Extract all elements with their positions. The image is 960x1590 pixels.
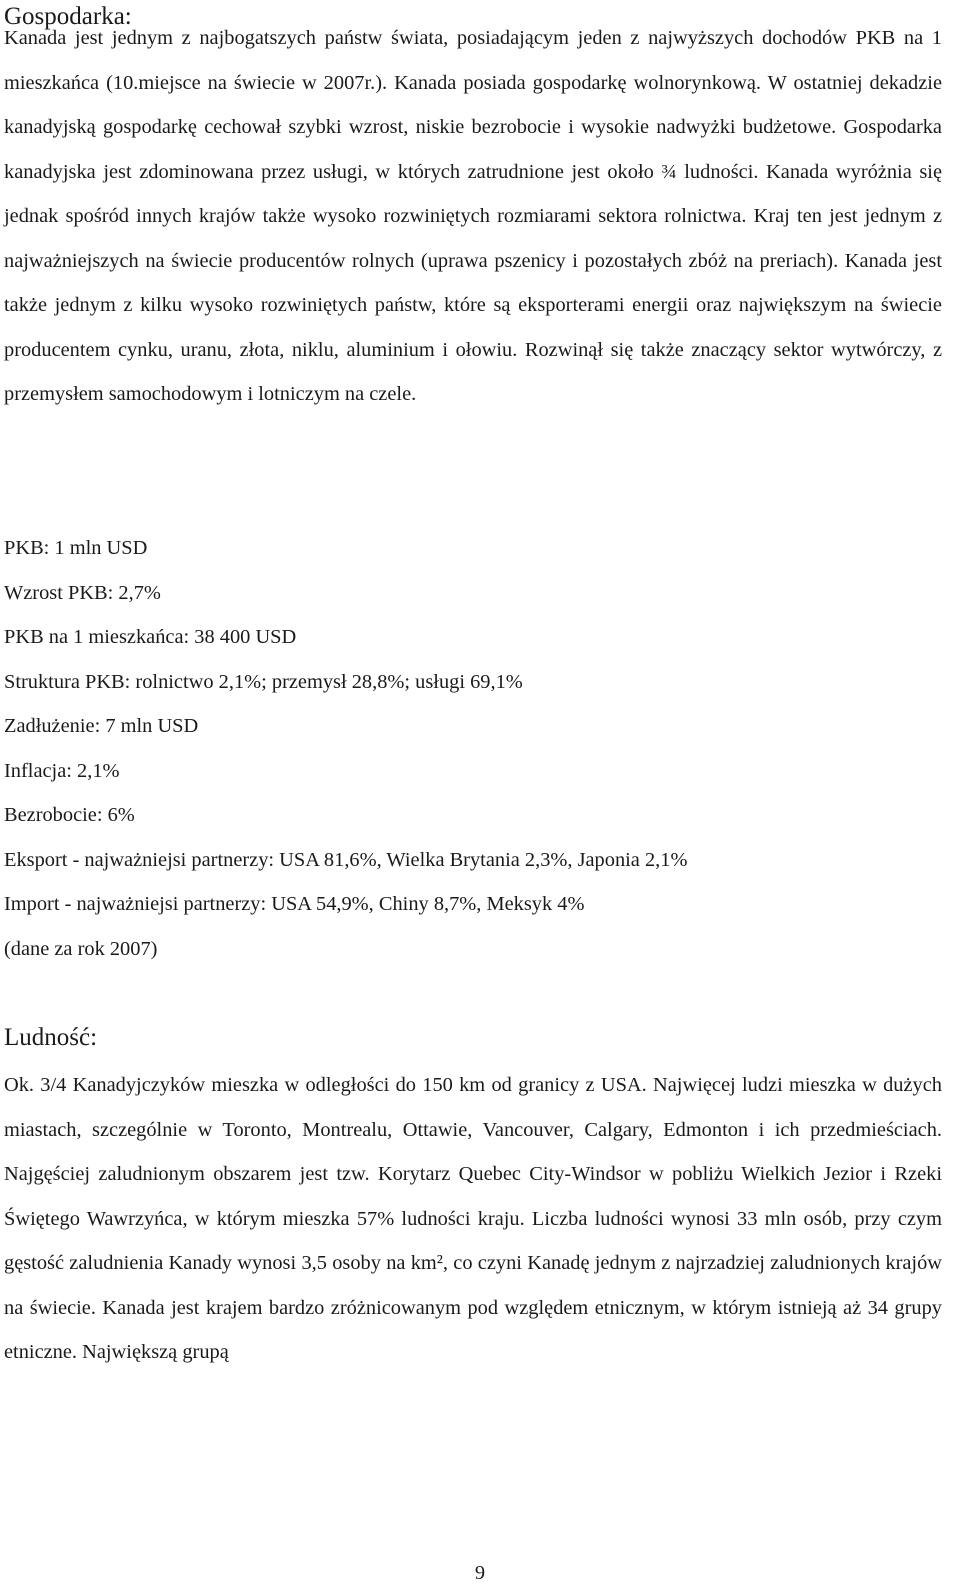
population-paragraph: Ok. 3/4 Kanadyjczyków mieszka w odległości do 150 km od granicy z USA. Najwięcej ludzi mieszka w dużych miastach, szczególnie w Toronto, Montrealu, Ottawie, Vancouver, Calgary, Edmonton i ich przedmieściach. Najgęściej zaludnionym obszarem jest tzw. Korytarz Quebec City-Windsor w pobliżu Wielkich Jezior i Rzeki Świętego Wawrzyńca, w którym mieszka 57% ludności kraju. Liczba ludności wynosi 33 mln osób, przy czym gęstość zaludnienia Kanady wynosi 3,5 osoby na km², co czyni Kanadę jednym z najrzadziej zaludnionych krajów na świecie. Kanada jest krajem bardzo zróżnicowanym pod względem etnicznym, w którym istnieją aż 34 grupy etniczne. Największą grupą [4,1074,942,1363]
fact-import-partners: Import - najważniejsi partnerzy: USA 54,9%, Chiny 8,7%, Meksyk 4% [4,893,585,915]
fact-gdp-growth: Wzrost PKB: 2,7% [4,581,161,604]
fact-gdp-structure: Struktura PKB: rolnictwo 2,1%; przemysł 28,8%; usługi 69,1% [4,670,523,693]
fact-data-year-note: (dane za rok 2007) [4,937,158,960]
economy-facts-list [4,526,942,971]
economy-heading: Gospodarka: [4,3,132,30]
fact-debt: Zadłużenie: 7 mln USD [4,715,199,737]
fact-export-partners: Eksport - najważniejsi partnerzy: USA 81,6%, Wielka Brytania 2,3%, Japonia 2,1% [4,848,688,871]
fact-gdp-per-capita: PKB na 1 mieszkańca: 38 400 USD [4,626,297,648]
population-heading: Ludność: [4,1024,98,1051]
fact-gdp: PKB: 1 mln USD [4,537,148,559]
page-number: 9 [474,1562,486,1584]
fact-inflation: Inflacja: 2,1% [4,759,120,782]
fact-unemployment: Bezrobocie: 6% [4,804,135,826]
economy-paragraph: Kanada jest jednym z najbogatszych państw świata, posiadającym jeden z najwyższych dochodów PKB na 1 mieszkańca (10.miejsce na świecie w 2007r.). Kanada posiada gospodarkę wolnorynkową. W ostatniej dekadzie kanadyjską gospodarkę cechował szybki wzrost, niskie bezrobocie i wysokie nadwyżki budżetowe. Gospodarka kanadyjska jest zdominowana przez usługi, w których zatrudnione jest około ¾ ludności. Kanada wyróżnia się jednak spośród innych krajów także wysoko rozwiniętych rozmiarami sektora rolnictwa. Kraj ten jest jednym z najważniejszych na świecie producentów rolnych (uprawa pszenicy i pozostałych zbóż na preriach). Kanada jest także jednym z kilku wysoko rozwiniętych państw, które są eksporterami energii oraz największym na świecie producentem cynku, uranu, złota, niklu, aluminium i ołowiu. Rozwinął się także znaczący sektor wytwórczy, z przemysłem samochodowym i lotniczym na czele. [4,27,942,405]
